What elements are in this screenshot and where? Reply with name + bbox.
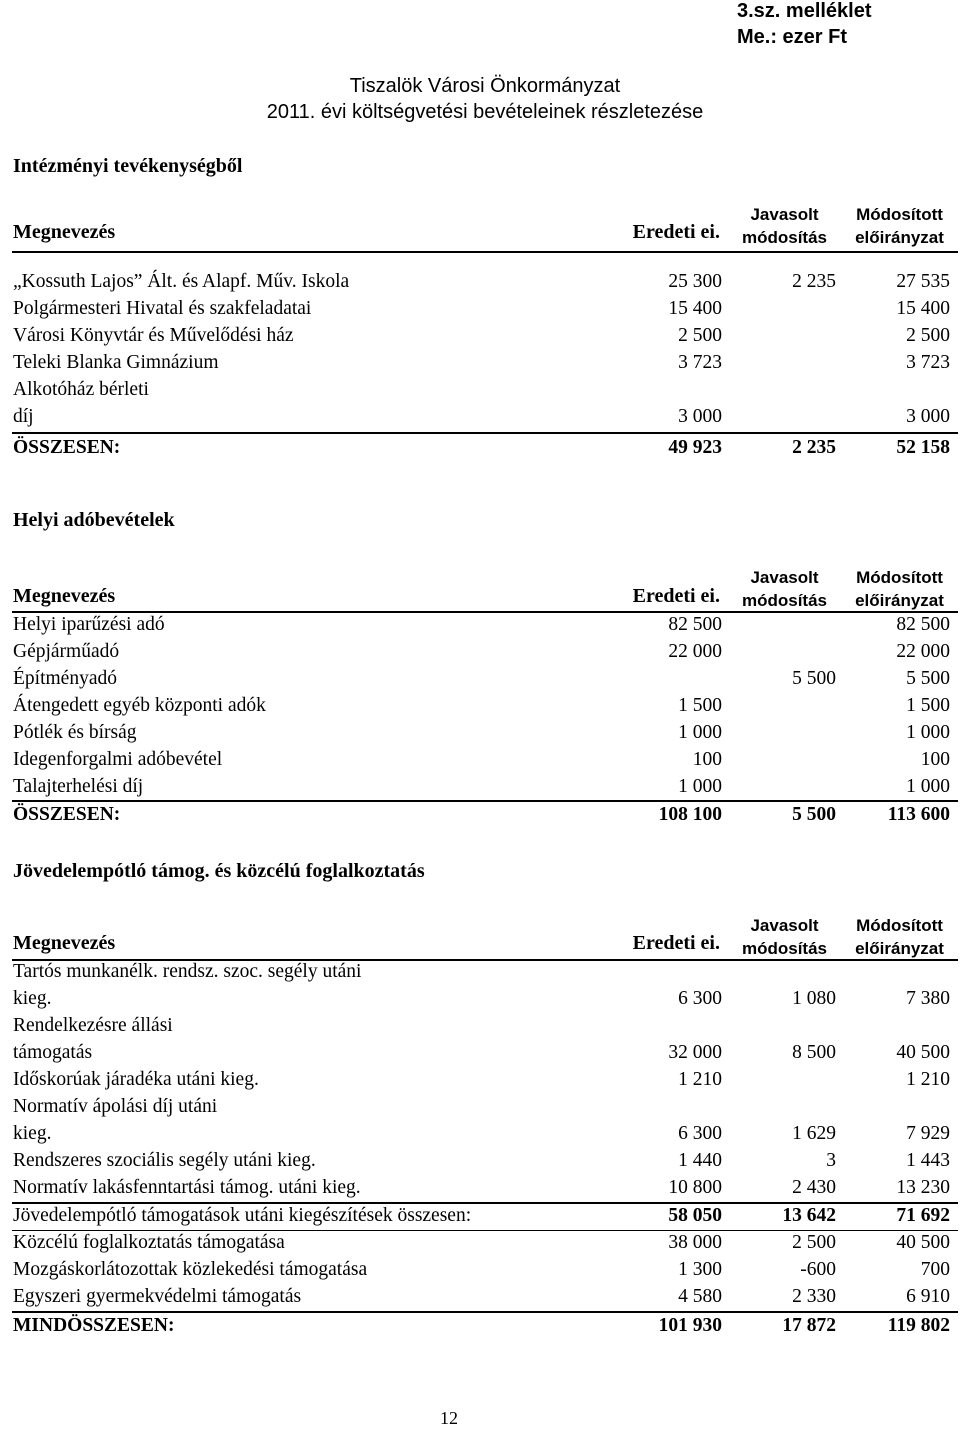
column-header-name: Megnevezés [13, 585, 116, 607]
total-rule [12, 432, 958, 434]
column-header-modified-appropriation: Módosított előirányzat [855, 205, 944, 247]
column-header-modified-appropriation: Módosított előirányzat [855, 568, 944, 610]
column-header-modified-appropriation: Módosított előirányzat [855, 916, 944, 958]
page-number: 12 [440, 1408, 458, 1428]
page: 3.sz. melléklet Me.: ezer Ft Tiszalök Városi Önkormányzat 2011. évi költségvetési bevételeinek részletezése Intézményi tevékenységből Megnevezés Eredeti ei. Javasolt módosítás Módosított előirányzat „Kossuth Lajos” Ált. és Alapf. Műv. Iskola 25 300 2 235 27 535 Polgármesteri Hivatal és szakfeladatai 15 400 15 400 Városi Könyvtár és Művelődési ház 2 500 2 500 Teleki Blanka Gimnázium 3 723 3 723 Alkotóház bérleti díj 3 000 3 000 ÖSSZESEN: 49 923 2 235 52 158 Helyi adóbevételek Megnevezés Eredeti ei. Javasolt módosítás Módosított előirányzat Helyi iparűzési adó 82 500 82 500 Gépjárműadó 22 000 22 000 Építményadó 5 500 5 500 Átengedett egyéb központi adók 1 500 1 500 Pótlék és bírság 1 000 1 000 Idegenforgalmi adóbevétel 100 100 Talajterhelési díj 1 000 1 000 ÖSSZESEN: 108 100 5 500 113 600 Jövedelempótló támog. és közcélú foglalkoztatás Megnevezés Eredeti ei. Javasolt módosítás Módosított előirányzat Tartós munkanélk. rendsz. szoc. segély utáni kieg. 6 300 1 080 7 380 Rendelkezésre állási támogatás 32 000 8 500 40 500 Időskorúak járadéka utáni kieg. 1 210 1 210 Normatív ápolási díj utáni kieg. 6 300 1 629 7 929 Rendszeres szociális segély utáni kieg. 1 440 3 1 443 Normatív lakásfenntartási támog. utáni kieg. 10 800 2 430 13 230 Jövedelempótló támogatások utáni kiegészítések összesen: 58 050 13 642 71 692 Közcélú foglalkoztatás támogatása 38 000 2 500 40 500 Mozgáskorlátozottak közlekedési támogatása 1 300 -600 700 Egyszeri gyermekvédelmi támogatás 4 580 2 330 6 910 MINDÖSSZESEN: 101 930 17 872 119 802 12 [0, 0, 960, 1429]
header-rule [12, 611, 958, 613]
header-rule [12, 251, 958, 253]
column-header-name: Megnevezés [13, 221, 116, 243]
total-rule [12, 800, 958, 802]
unit-label: Me.: ezer Ft [737, 26, 848, 48]
column-header-original: Eredeti ei. [632, 932, 720, 954]
column-header-name: Megnevezés [13, 932, 116, 954]
section-title-institutional: Intézményi tevékenységből [13, 155, 243, 177]
subtotal-bottom-rule [12, 1230, 958, 1231]
column-header-original: Eredeti ei. [632, 221, 720, 243]
column-header-modification: Javasolt módosítás [741, 568, 828, 610]
grand-total-rule [12, 1311, 958, 1313]
column-header-modification: Javasolt módosítás [741, 205, 828, 247]
column-header-original: Eredeti ei. [632, 585, 720, 607]
column-header-modification: Javasolt módosítás [741, 916, 828, 958]
section-title-income-support: Jövedelempótló támog. és közcélú foglalkoztatás [13, 860, 425, 882]
subtotal-rule [12, 1202, 958, 1204]
section-title-local-taxes: Helyi adóbevételek [13, 509, 175, 531]
document-subtitle: 2011. évi költségvetési bevételeinek részletezése [266, 101, 704, 123]
annex-label: 3.sz. melléklet [737, 0, 872, 22]
document-title: Tiszalök Városi Önkormányzat [349, 75, 621, 97]
